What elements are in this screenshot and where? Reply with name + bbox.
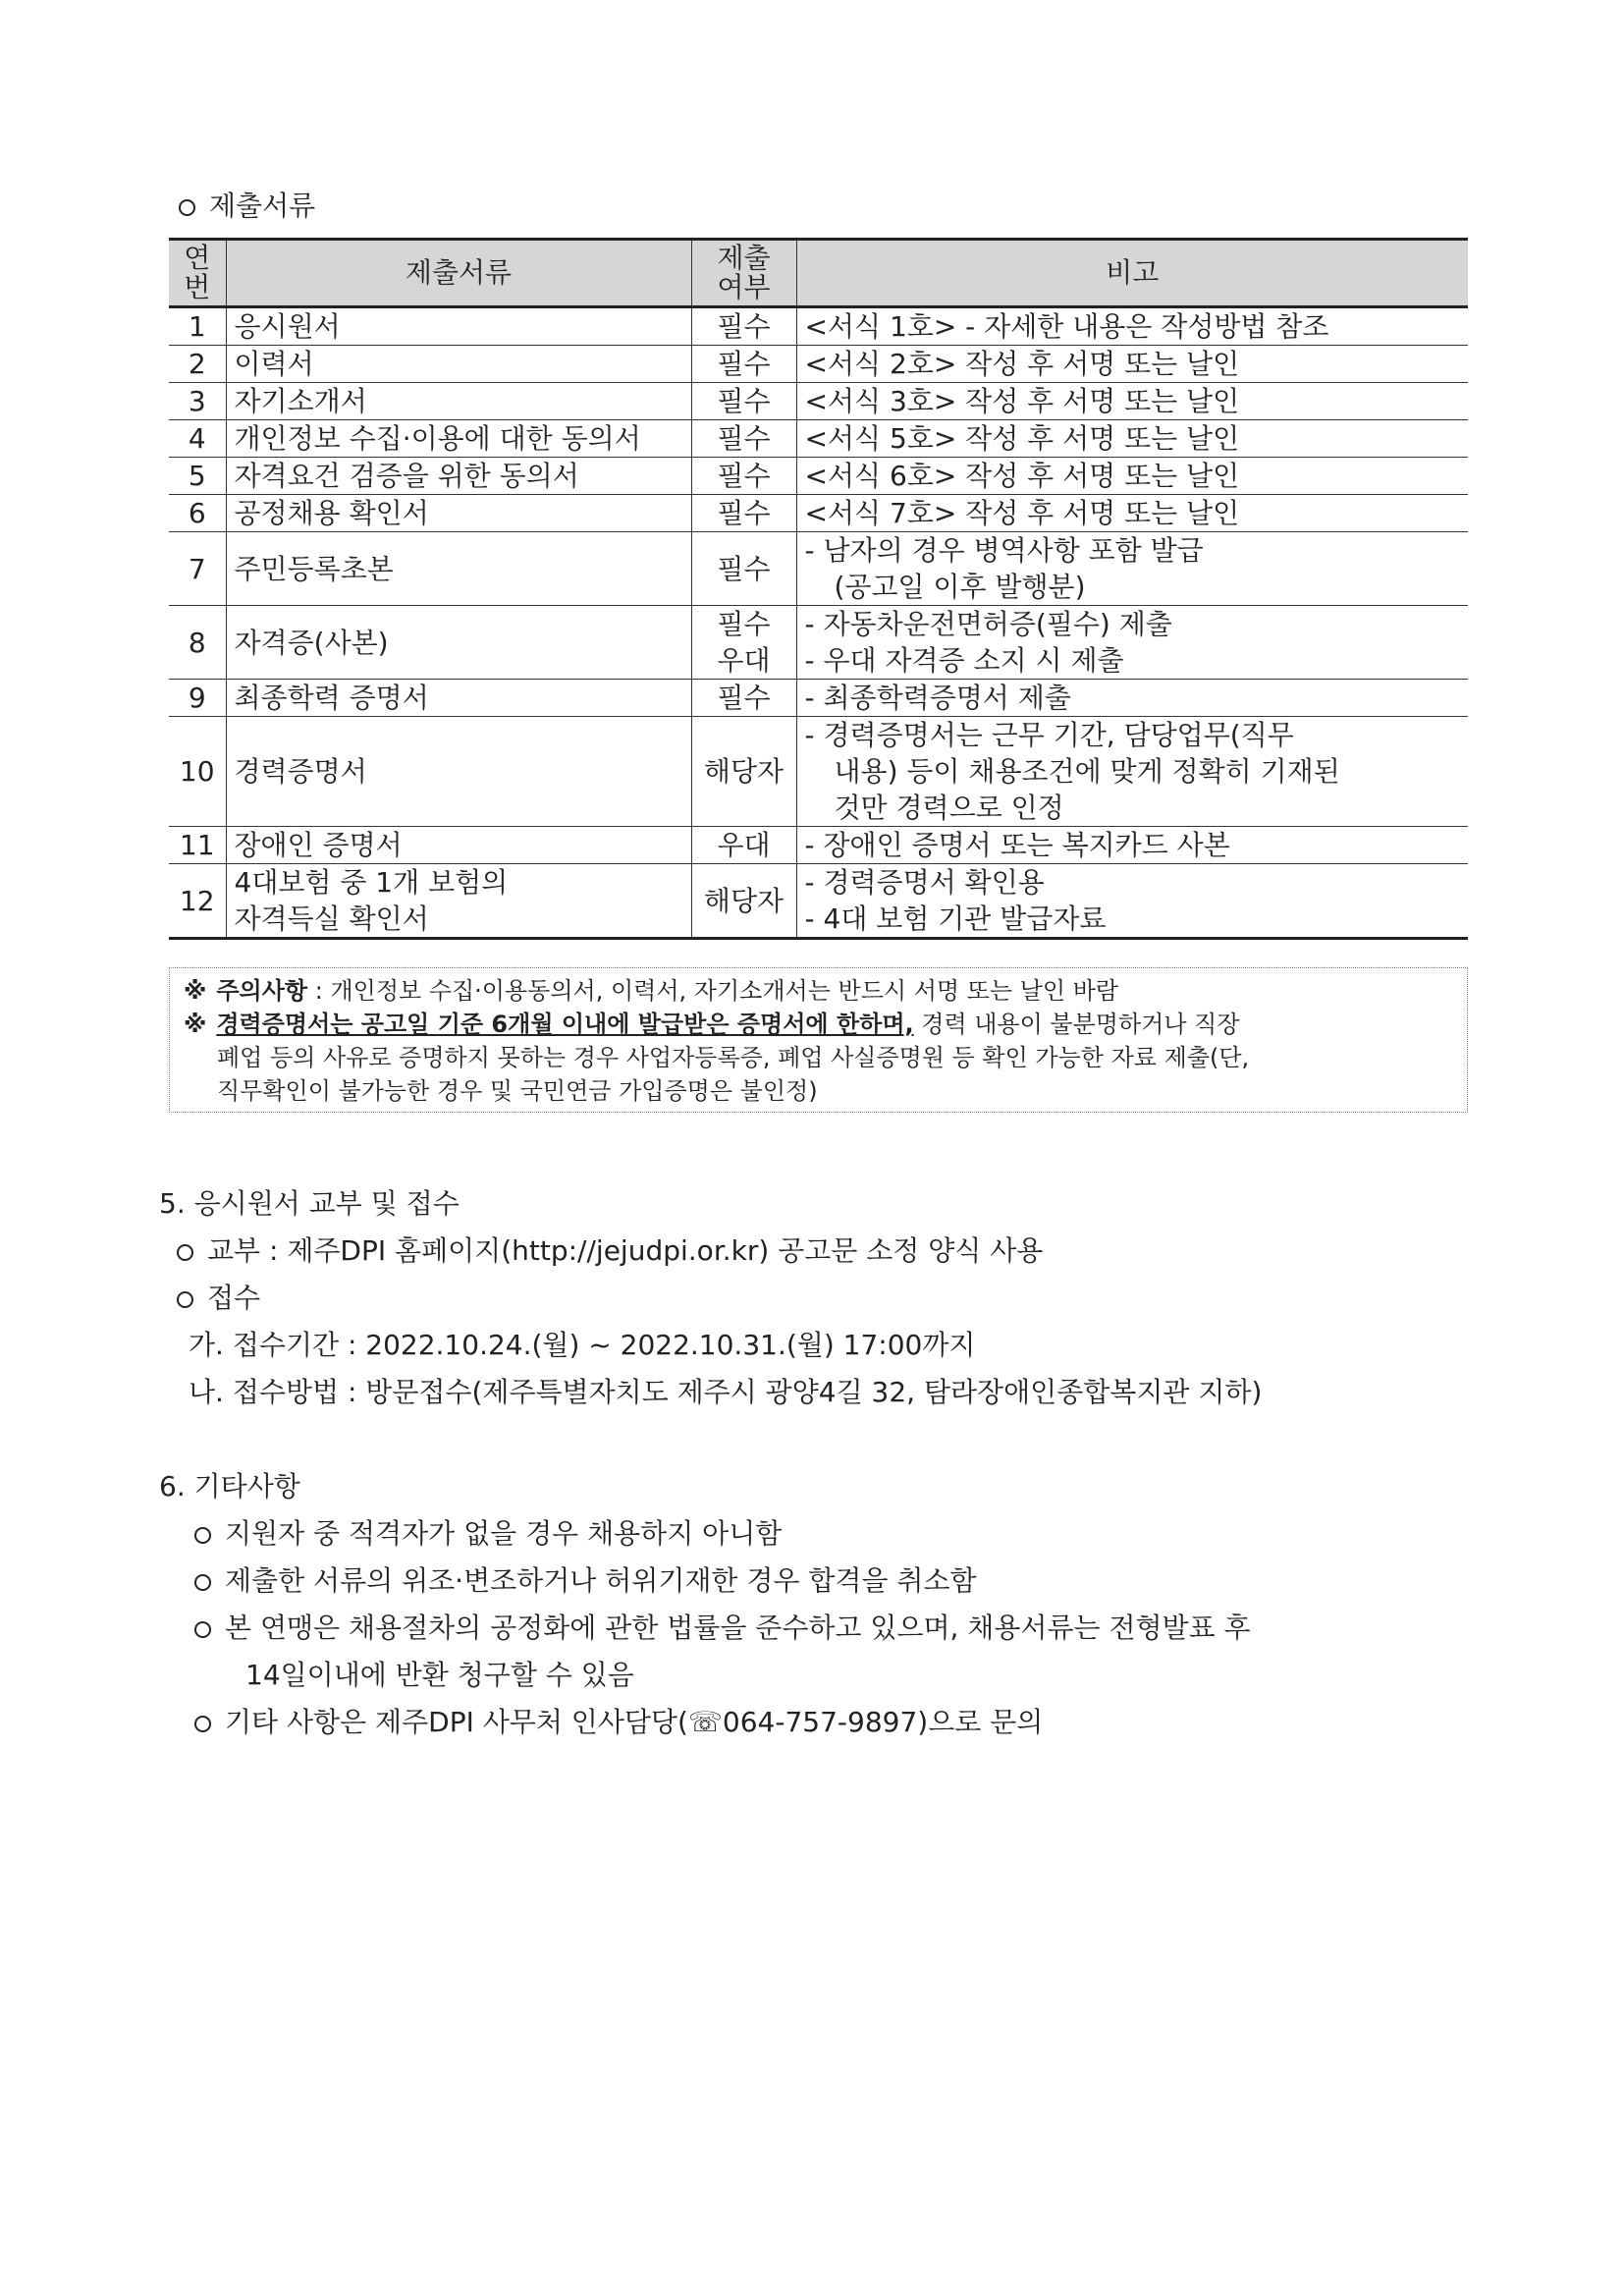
cell-note: - 경력증명서 확인용 - 4대 보험 기관 발급자료 xyxy=(796,864,1468,939)
cell-required: 필수 xyxy=(691,532,796,606)
cell-note: <서식 3호> 작성 후 서명 또는 날인 xyxy=(796,383,1468,420)
table-row xyxy=(169,717,1468,827)
table-row xyxy=(169,307,1468,346)
cell-doc: 경력증명서 xyxy=(226,717,691,827)
circle-bullet-icon xyxy=(177,1244,193,1261)
circle-bullet-icon xyxy=(194,1574,211,1591)
circle-bullet-icon xyxy=(194,1621,211,1638)
cell-no: 8 xyxy=(169,606,226,680)
cell-doc: 최종학력 증명서 xyxy=(226,680,691,717)
section-6-title: 6. 기타사항 xyxy=(159,1470,300,1503)
circle-bullet-icon xyxy=(194,1716,211,1732)
cell-no: 1 xyxy=(169,307,226,346)
cell-doc: 공정채용 확인서 xyxy=(226,495,691,532)
cell-doc: 4대보험 중 1개 보험의 자격득실 확인서 xyxy=(226,864,691,939)
table-row xyxy=(169,864,1468,939)
cell-required: 필수 xyxy=(691,383,796,420)
receipt-period: 가. 접수기간 : 2022.10.24.(월) ~ 2022.10.31.(월) 17:00까지 xyxy=(189,1329,976,1361)
submission-docs-table xyxy=(169,238,1468,940)
cell-note: - 경력증명서는 근무 기간, 담당업무(직무 내용) 등이 채용조건에 맞게 정확히 기재된 것만 경력으로 인정 xyxy=(796,717,1468,827)
notice-line-4: 직무확인이 불가능한 경우 및 국민연금 가입증명은 불인정) xyxy=(217,1077,818,1105)
cell-required: 필수 우대 xyxy=(691,606,796,680)
cell-no: 6 xyxy=(169,495,226,532)
cell-no: 5 xyxy=(169,458,226,495)
section-5 xyxy=(159,1180,1262,1416)
cell-note: - 자동차운전면허증(필수) 제출 - 우대 자격증 소지 시 제출 xyxy=(796,606,1468,680)
misc-item-3-cont: 14일이내에 반환 청구할 수 있음 xyxy=(245,1659,634,1691)
cell-no: 10 xyxy=(169,717,226,827)
cell-no: 4 xyxy=(169,420,226,458)
cell-doc: 장애인 증명서 xyxy=(226,827,691,864)
table-row xyxy=(169,458,1468,495)
cell-required: 필수 xyxy=(691,680,796,717)
cell-no: 12 xyxy=(169,864,226,939)
cell-doc: 자격증(사본) xyxy=(226,606,691,680)
table-row xyxy=(169,346,1468,383)
misc-item-3: 본 연맹은 채용절차의 공정화에 관한 법률을 준수하고 있으며, 채용서류는 전형발표 후 xyxy=(159,1605,1251,1652)
table-row xyxy=(169,532,1468,606)
cell-required: 필수 xyxy=(691,346,796,383)
cell-note: <서식 2호> 작성 후 서명 또는 날인 xyxy=(796,346,1468,383)
cell-no: 2 xyxy=(169,346,226,383)
cell-required: 필수 xyxy=(691,458,796,495)
cell-doc: 자기소개서 xyxy=(226,383,691,420)
misc-item-4: 기타 사항은 제주DPI 사무처 인사담당(☏064-757-9897)으로 문의 xyxy=(159,1699,1251,1746)
table-row xyxy=(169,383,1468,420)
table-row xyxy=(169,420,1468,458)
circle-bullet-icon xyxy=(194,1527,211,1544)
cell-note: <서식 1호> - 자세한 내용은 작성방법 참조 xyxy=(796,307,1468,346)
cell-no: 9 xyxy=(169,680,226,717)
cell-note: <서식 7호> 작성 후 서명 또는 날인 xyxy=(796,495,1468,532)
circle-bullet-icon xyxy=(177,1291,193,1308)
circle-bullet-icon xyxy=(179,199,195,216)
notice-line-1: ※ 주의사항 : 개인정보 수집·이용동의서, 이력서, 자기소개서는 반드시 서명 또는 날인 바람 xyxy=(184,977,1119,1005)
cell-required: 필수 xyxy=(691,307,796,346)
notice-line-3: 폐업 등의 사유로 증명하지 못하는 경우 사업자등록증, 폐업 사실증명원 등 확인 가능한 자료 제출(단, xyxy=(217,1044,1250,1071)
cell-doc: 응시원서 xyxy=(226,307,691,346)
cell-required: 해당자 xyxy=(691,864,796,939)
notice-line-2: ※ 경력증명서는 공고일 기준 6개월 이내에 발급받은 증명서에 한하며, 경력 내용이 불분명하거나 직장 xyxy=(184,1011,1240,1038)
cell-doc: 자격요건 검증을 위한 동의서 xyxy=(226,458,691,495)
cell-required: 필수 xyxy=(691,495,796,532)
cell-required: 우대 xyxy=(691,827,796,864)
receipt-item: 접수 xyxy=(159,1275,1262,1322)
table-row xyxy=(169,606,1468,680)
section-6 xyxy=(159,1463,1251,1746)
heading-text: 제출서류 xyxy=(209,190,316,222)
cell-no: 7 xyxy=(169,532,226,606)
cell-no: 3 xyxy=(169,383,226,420)
header-note: 비고 xyxy=(796,240,1468,307)
cell-required: 필수 xyxy=(691,420,796,458)
cell-doc: 이력서 xyxy=(226,346,691,383)
misc-item-1: 지원자 중 적격자가 없을 경우 채용하지 아니함 xyxy=(159,1510,1251,1558)
header-doc: 제출서류 xyxy=(226,240,691,307)
misc-item-2: 제출한 서류의 위조·변조하거나 허위기재한 경우 합격을 취소함 xyxy=(159,1558,1251,1605)
cell-doc: 주민등록초본 xyxy=(226,532,691,606)
issue-item: 교부 : 제주DPI 홈페이지(http://jejudpi.or.kr) 공고문 소정 양식 사용 xyxy=(159,1228,1262,1275)
header-required: 제출 여부 xyxy=(691,240,796,307)
cell-note: <서식 6호> 작성 후 서명 또는 날인 xyxy=(796,458,1468,495)
table-row xyxy=(169,680,1468,717)
receipt-method: 나. 접수방법 : 방문접수(제주특별자치도 제주시 광양4길 32, 탐라장애인종합복지관 지하) xyxy=(189,1376,1263,1408)
cell-note: - 남자의 경우 병역사항 포함 발급 (공고일 이후 발행분) xyxy=(796,532,1468,606)
cell-no: 11 xyxy=(169,827,226,864)
table-header-row xyxy=(169,240,1468,307)
cell-doc: 개인정보 수집·이용에 대한 동의서 xyxy=(226,420,691,458)
cell-note: - 장애인 증명서 또는 복지카드 사본 xyxy=(796,827,1468,864)
section-5-title: 5. 응시원서 교부 및 접수 xyxy=(159,1187,460,1220)
submission-docs-heading xyxy=(179,185,315,224)
table-row xyxy=(169,827,1468,864)
header-no: 연 번 xyxy=(169,240,226,307)
table-row xyxy=(169,495,1468,532)
cell-note: <서식 5호> 작성 후 서명 또는 날인 xyxy=(796,420,1468,458)
cell-note: - 최종학력증명서 제출 xyxy=(796,680,1468,717)
cell-required: 해당자 xyxy=(691,717,796,827)
notice-box xyxy=(169,967,1468,1113)
